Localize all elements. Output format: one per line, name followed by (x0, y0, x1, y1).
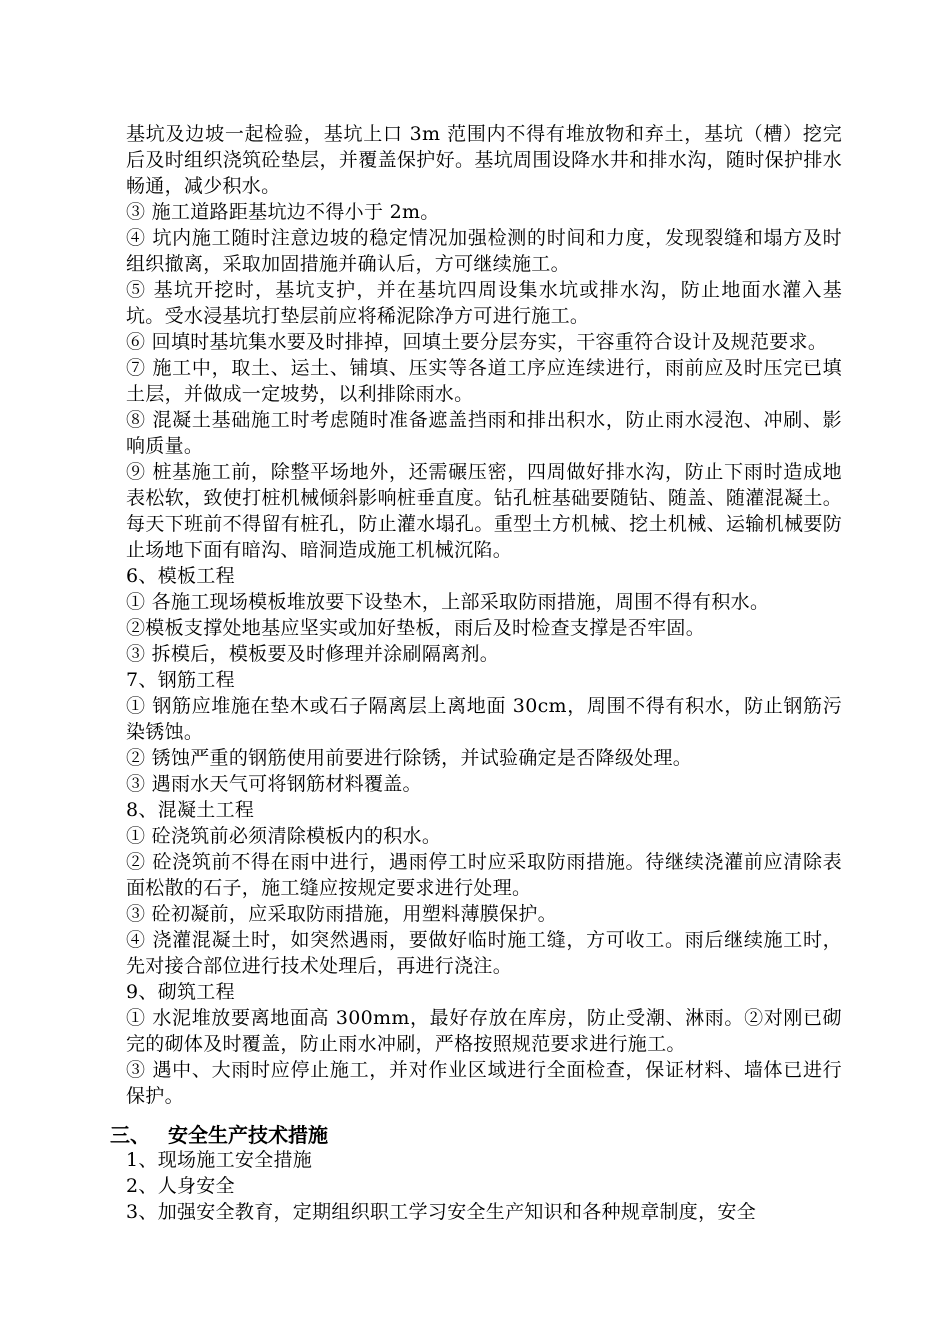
paragraph: ⑨ 桩基施工前，除整平场地外，还需碾压密，四周做好排水沟，防止下雨时造成地表松软，致使打桩机械倾斜影响桩垂直度。钻孔桩基础要随钻、随盖、随灌混凝土。每天下班前不得留有桩孔，防止灌水塌孔。重型土方机械、挖土机械、运输机械要防止场地下面有暗沟、暗洞造成施工机械沉陷。 (126, 461, 842, 561)
subsection-heading: 9、砌筑工程 (126, 981, 235, 1003)
section-number: 三、 (110, 1123, 150, 1147)
paragraph: ① 砼浇筑前必须清除模板内的积水。 (126, 825, 442, 847)
paragraph: ⑦ 施工中，取土、运土、铺填、压实等各道工序应连续进行，雨前应及时压完已填土层，并做成一定坡势，以利排除雨水。 (126, 357, 842, 405)
paragraph: ① 水泥堆放要离地面高 300mm，最好存放在库房，防止受潮、淋雨。②对刚已砌完的砌体及时覆盖，防止雨水冲刷，严格按照规范要求进行施工。 (126, 1007, 842, 1055)
section-heading (110, 1122, 328, 1148)
subsection-heading: 8、混凝土工程 (126, 799, 255, 821)
list-item: 1、现场施工安全措施 (126, 1149, 313, 1171)
paragraph: ③ 拆模后，模板要及时修理并涂刷隔离剂。 (126, 643, 500, 665)
paragraph: ④ 坑内施工随时注意边坡的稳定情况加强检测的时间和力度，发现裂缝和塌方及时组织撤离，采取加固措施并确认后，方可继续施工。 (126, 227, 842, 275)
paragraph: ③ 砼初凝前，应采取防雨措施，用塑料薄膜保护。 (126, 903, 557, 925)
paragraph: ③ 遇中、大雨时应停止施工，并对作业区域进行全面检查，保证材料、墙体已进行保护。 (126, 1059, 842, 1107)
subsection-heading: 6、模板工程 (126, 565, 235, 587)
paragraph: ① 各施工现场模板堆放要下设垫木，上部采取防雨措施，周围不得有积水。 (126, 591, 770, 613)
paragraph: ④ 浇灌混凝土时，如突然遇雨，要做好临时施工缝，方可收工。雨后继续施工时，先对接合部位进行技术处理后，再进行浇注。 (126, 929, 842, 977)
paragraph: ③ 施工道路距基坑边不得小于 2m。 (126, 201, 440, 223)
section-title: 安全生产技术措施 (168, 1123, 328, 1147)
paragraph: ⑧ 混凝土基础施工时考虑随时准备遮盖挡雨和排出积水，防止雨水浸泡、冲刷、影响质量。 (126, 409, 842, 457)
paragraph: ② 锈蚀严重的钢筋使用前要进行除锈，并试验确定是否降级处理。 (126, 747, 693, 769)
paragraph: ⑥ 回填时基坑集水要及时排掉，回填土要分层夯实，干容重符合设计及规范要求。 (126, 331, 828, 353)
body-text (126, 121, 842, 1109)
paragraph: ① 钢筋应堆施在垫木或石子隔离层上离地面 30cm，周围不得有积水，防止钢筋污染锈蚀。 (126, 695, 842, 743)
subsection-heading: 7、钢筋工程 (126, 669, 235, 691)
paragraph: ② 砼浇筑前不得在雨中进行，遇雨停工时应采取防雨措施。待继续浇灌前应清除表面松散的石子，施工缝应按规定要求进行处理。 (126, 851, 842, 899)
section-items (126, 1147, 842, 1225)
paragraph: ③ 遇雨水天气可将钢筋材料覆盖。 (126, 773, 422, 795)
list-item: 2、人身安全 (126, 1175, 235, 1197)
paragraph: ⑤ 基坑开挖时，基坑支护，并在基坑四周设集水坑或排水沟，防止地面水灌入基坑。受水浸基坑打垫层前应将稀泥除净方可进行施工。 (126, 279, 842, 327)
paragraph: 基坑及边坡一起检验，基坑上口 3m 范围内不得有堆放物和弃土，基坑（槽）挖完后及时组织浇筑砼垫层，并覆盖保护好。基坑周围设降水井和排水沟，随时保护排水畅通，减少积水。 (126, 123, 842, 197)
list-item: 3、加强安全教育，定期组织职工学习安全生产知识和各种规章制度，安全 (126, 1201, 756, 1223)
paragraph: ②模板支撑处地基应坚实或加好垫板，雨后及时检查支撑是否牢固。 (126, 617, 706, 639)
